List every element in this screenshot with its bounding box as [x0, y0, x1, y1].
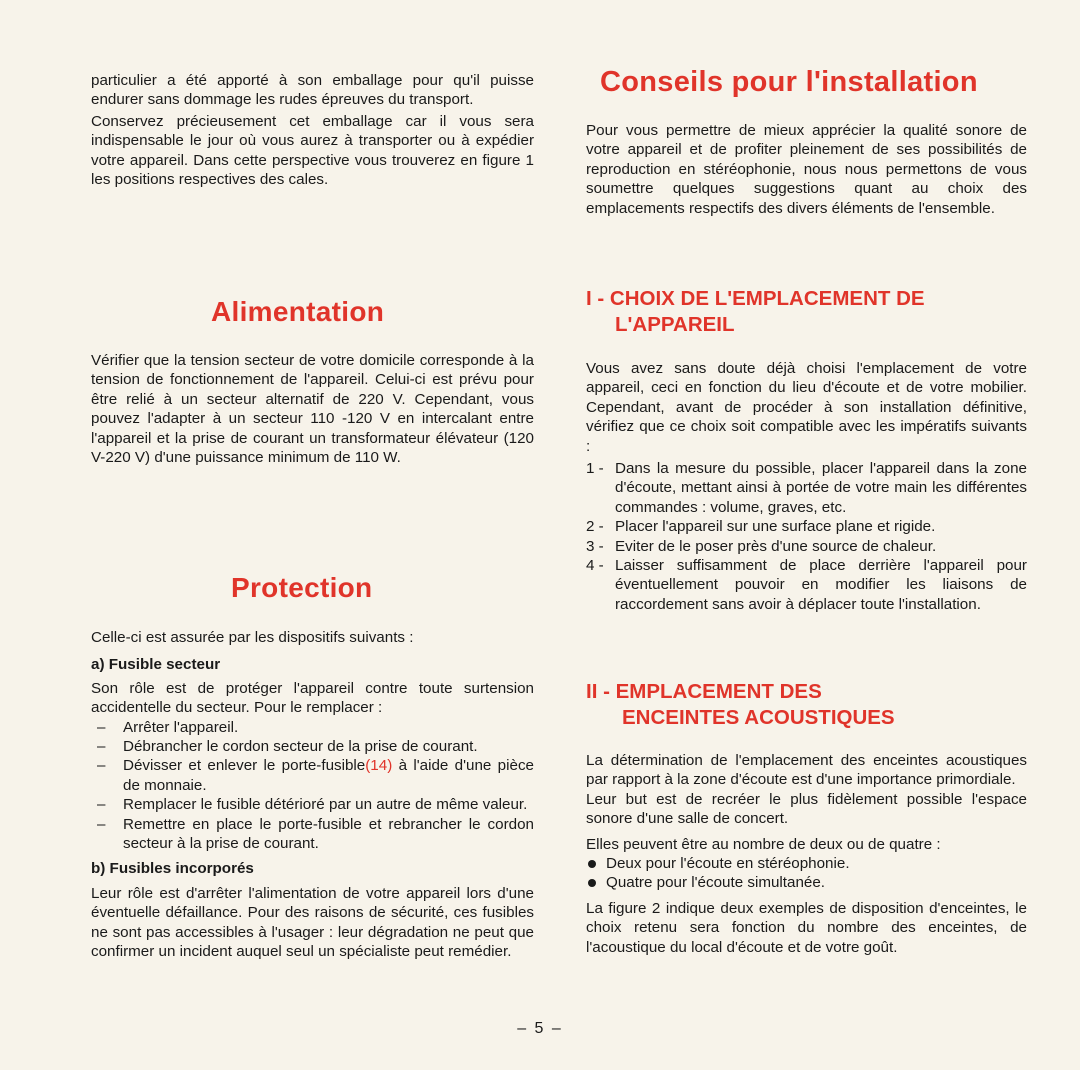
fusible-secteur-text: Son rôle est de protéger l'appareil contre toute surtension accidentelle du secteur. Pour le remplacer : — [91, 679, 534, 717]
list-item: – Débrancher le cordon secteur de la prise de courant. — [97, 738, 478, 756]
section-1-list — [586, 459, 1027, 614]
section-2-title-line-1: II - EMPLACEMENT DES — [586, 680, 822, 703]
intro-paragraph-1: particulier a été apporté à son emballage pour qu'il puisse endurer sans dommage les rudes épreuves du transport. — [91, 72, 534, 109]
list-item: – Remplacer le fusible détérioré par un autre de même valeur. — [97, 796, 528, 814]
component-ref: (14) — [365, 757, 393, 775]
list-item: – Dévisser et enlever le porte-fusible(14) à l'aide d'une pièce de monnaie. — [97, 757, 534, 794]
protection-intro: Celle-ci est assurée par les dispositifs suivants : — [91, 629, 414, 646]
conseils-text: Pour vous permettre de mieux apprécier la qualité sonore de votre appareil et de profiter pleinement de ses possibilités de reproduction en stéréophonie, nous nous permettons de vous soumettre quelques suggestions quant au choix des emplacements respectifs des divers éléments de l'ensemble. — [586, 122, 1027, 217]
bullet-icon — [588, 860, 596, 868]
intro-paragraph-2: Conservez précieusement cet emballage car il vous sera indispensable le jour où vous aurez à transporter ou à expédier votre appareil. Dans cette perspective vous trouverez en figure 1 les positions respectives des cales. — [91, 112, 534, 189]
intro-block — [91, 71, 534, 189]
list-item: 2 - Placer l'appareil sur une surface plane et rigide. — [586, 518, 936, 536]
section-2-bullets — [586, 854, 1027, 893]
section-2-block — [586, 751, 1027, 957]
list-item: – Remettre en place le porte-fusible et rebrancher le cordon secteur à la prise de courant. — [97, 815, 534, 853]
list-item: 1 - Dans la mesure du possible, placer l'appareil dans la zone d'écoute, mettant ainsi à portée de votre main les différentes commandes : volume, graves, etc. — [586, 460, 1027, 516]
section-1-text: Vous avez sans doute déjà choisi l'emplacement de votre appareil, ceci en fonction du lieu d'écoute et de votre mobilier. Cependant, avant de procéder à son installation définitive, vérifiez que ce choix soit compatible avec les impératifs suivants : — [586, 360, 1027, 455]
section-2-title-line-2: ENCEINTES ACOUSTIQUES — [622, 706, 895, 729]
page-number: – 5 – — [517, 1020, 563, 1037]
alimentation-heading: Alimentation — [211, 296, 385, 327]
section-2-paragraph-3: Elles peuvent être au nombre de deux ou de quatre : — [586, 835, 941, 853]
section-2-paragraph-4: La figure 2 indique deux exemples de disposition d'enceintes, le choix retenu sera fonction du nombre des enceintes, de l'acoustique du local d'écoute et de votre goût. — [586, 899, 1027, 956]
bullet-icon — [588, 879, 596, 887]
list-item: – Arrêter l'appareil. — [97, 718, 239, 736]
section-1-block — [586, 359, 1027, 614]
section-2-paragraph-1: La détermination de l'emplacement des enceintes acoustiques par rapport à la zone d'écoute est d'une importance primordiale. — [586, 752, 1027, 789]
fusibles-incorpores-text: Leur rôle est d'arrêter l'alimentation de votre appareil lors d'une éventuelle défaillance. Pour des raisons de sécurité, ces fusibles ne sont pas accessibles à l'usager : leur dégradation ne peut que confirmer un incident auquel seul un spécialiste peut remédier. — [91, 884, 534, 961]
protection-block — [91, 628, 534, 962]
section-1-title-line-1: I - CHOIX DE L'EMPLACEMENT DE — [586, 287, 925, 310]
protection-heading: Protection — [231, 572, 373, 603]
section-1-title-line-2: L'APPAREIL — [615, 313, 735, 336]
fusibles-incorpores-title: b) Fusibles incorporés — [91, 860, 254, 878]
alimentation-text: Vérifier que la tension secteur de votre domicile corresponde à la tension de fonctionnement de l'appareil. Celui-ci est prévu pour être relié à un secteur alternatif de 220 V. Cependant, vous pouvez l'adapter à un secteur 110 -120 V en intercalant entre l'appareil et la prise de courant un transformateur élévateur (120 V-220 V) d'une puissance minimum de 110 W. — [91, 352, 534, 467]
conseils-heading: Conseils pour l'installation — [600, 66, 978, 98]
list-item: Quatre pour l'écoute simultanée. — [586, 873, 1027, 892]
fusible-steps-list — [91, 718, 534, 854]
section-2-paragraph-2: Leur but est de recréer le plus fidèlement possible l'espace sonore d'une salle de concert. — [586, 790, 1027, 828]
fusible-secteur-title: a) Fusible secteur — [91, 656, 221, 674]
list-item: 3 - Eviter de le poser près d'une source de chaleur. — [586, 537, 937, 555]
list-item: 4 - Laisser suffisamment de place derrière l'appareil pour éventuellement pouvoir en modifier les liaisons de raccordement sans avoir à déplacer toute l'installation. — [586, 557, 1027, 613]
list-item: Deux pour l'écoute en stéréophonie. — [586, 854, 1027, 873]
